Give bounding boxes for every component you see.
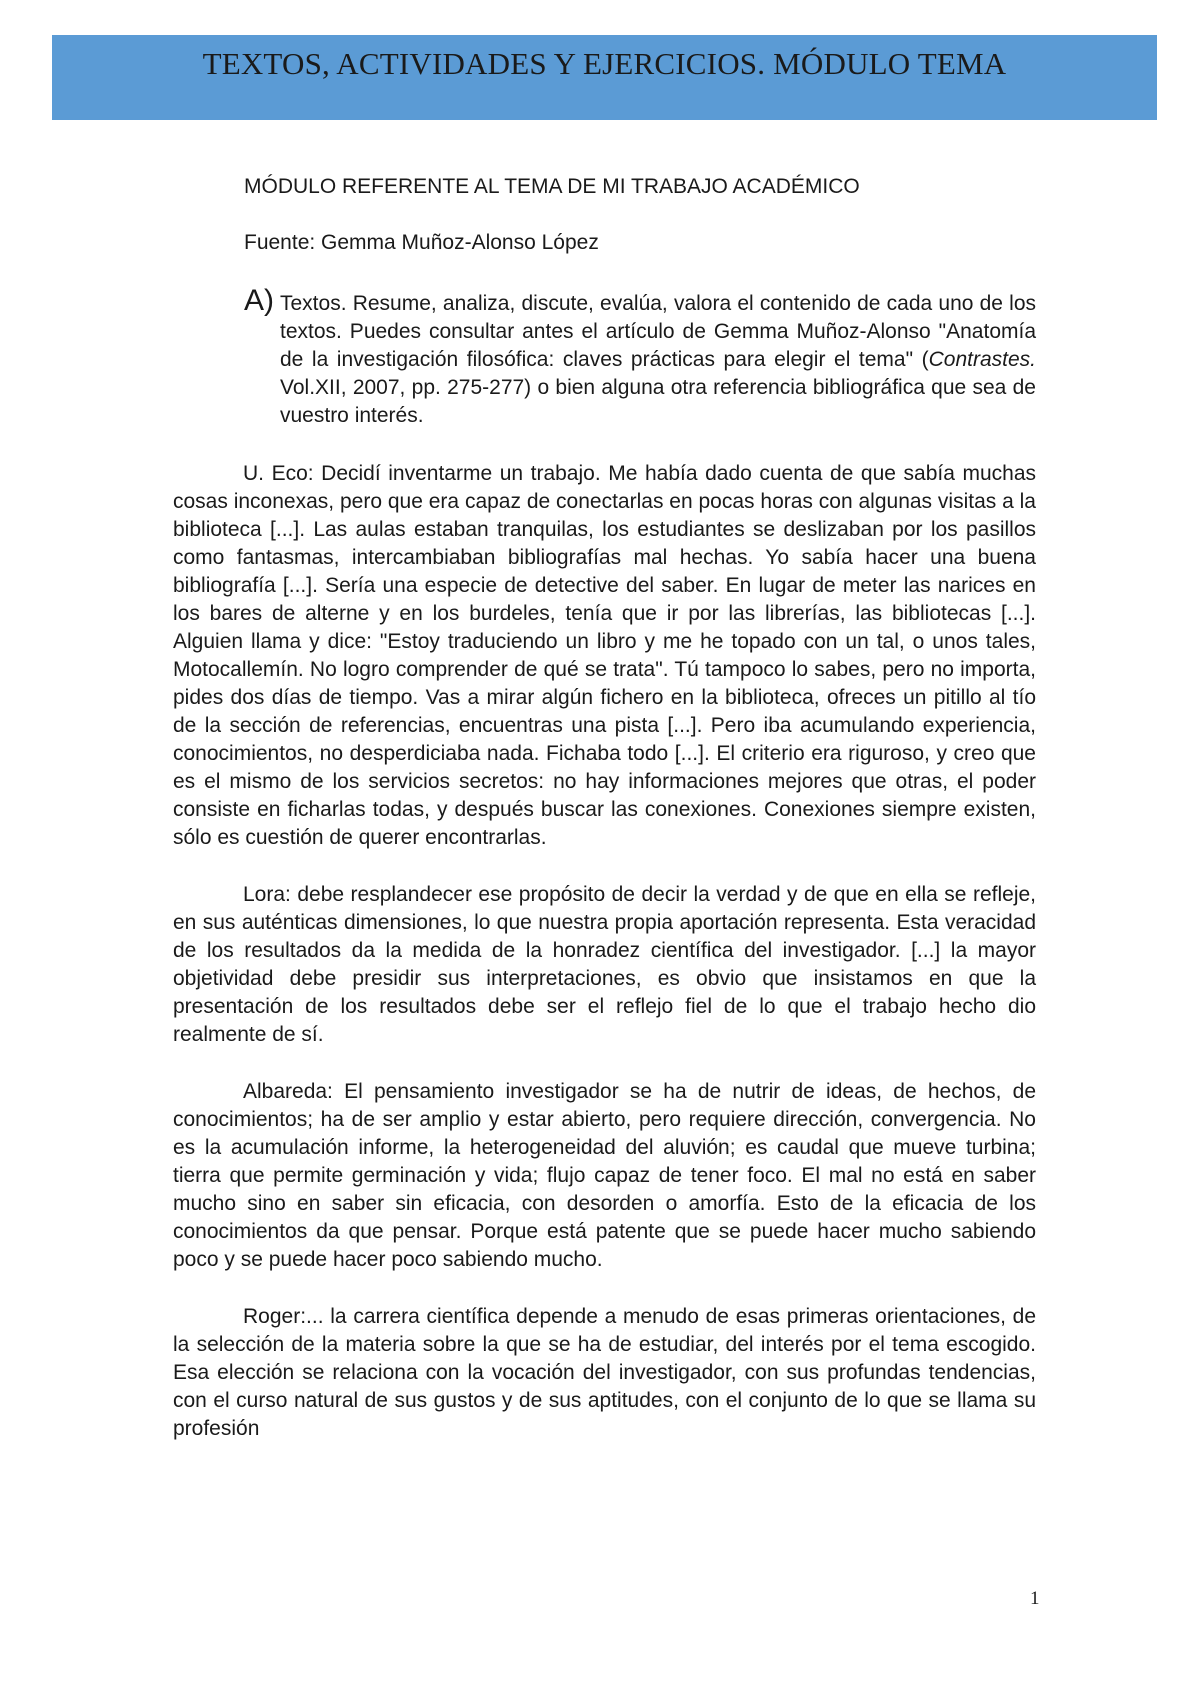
page-number: 1	[1030, 1588, 1040, 1609]
journal-title: Contrastes.	[928, 348, 1036, 371]
section-a	[244, 284, 1036, 430]
quotes-body	[173, 460, 1036, 1472]
section-a-text-before: Textos. Resume, analiza, discute, evalúa, valora el contenido de cada uno de los textos. Puedes consultar antes el artículo de Gemma Muñoz-Alonso "Anatomía de la investigación filosófica: claves prácticas para elegir el tema" (	[280, 292, 1036, 371]
section-a-marker: A)	[244, 284, 274, 317]
source-line: Fuente: Gemma Muñoz-Alonso López	[244, 231, 599, 254]
section-a-text-after: Vol.XII, 2007, pp. 275-277) o bien alguna otra referencia bibliográfica que sea de vuestro interés.	[280, 376, 1036, 427]
quote-paragraph-albareda: Albareda: El pensamiento investigador se ha de nutrir de ideas, de hechos, de conocimientos; ha de ser amplio y estar abierto, pero requiere dirección, convergencia. No es la acumulación informe, la heterogeneidad del aluvión; es caudal que mueve turbina; tierra que permite germinación y vida; flujo capaz de tener foco. El mal no está en saber mucho sino en saber sin eficacia, con desorden o amorfía. Esto de la eficacia de los conocimientos da que pensar. Porque está patente que se puede hacer mucho sabiendo poco y se puede hacer poco sabiendo mucho.	[173, 1080, 1036, 1271]
quote-paragraph-lora: Lora: debe resplandecer ese propósito de decir la verdad y de que en ella se refleje, en sus auténticas dimensiones, lo que nuestra propia aportación representa. Esta veracidad de los resultados da la medida de la honradez científica del investigador. [...] la mayor objetividad debe presidir sus interpretaciones, es obvio que insistamos en que la presentación de los resultados debe ser el reflejo fiel de lo que el trabajo hecho dio realmente de sí.	[173, 883, 1036, 1046]
quote-paragraph-roger: Roger:... la carrera científica depende a menudo de esas primeras orientaciones, de la selección de la materia sobre la que se ha de estudiar, del interés por el tema escogido. Esa elección se relaciona con la vocación del investigador, con sus profundas tendencias, con el curso natural de sus gustos y de sus aptitudes, con el conjunto de lo que se llama su profesión	[173, 1305, 1036, 1440]
quote-paragraph-eco: U. Eco: Decidí inventarme un trabajo. Me había dado cuenta de que sabía muchas cosas inconexas, pero que era capaz de conectarlas en pocas horas con algunas visitas a la biblioteca [...]. Las aulas estaban tranquilas, los estudiantes se deslizaban por los pasillos como fantasmas, intercambiaban bibliografías mal hechas. Yo sabía hacer una buena bibliografía [...]. Sería una especie de detective del saber. En lugar de meter las narices en los bares de alterne y en los burdeles, tenía que ir por las librerías, las bibliotecas [...]. Alguien llama y dice: "Estoy traduciendo un libro y me he topado con un tal, o unos tales, Motocallemín. No logro comprender de qué se trata". Tú tampoco lo sabes, pero no importa, pides dos días de tiempo. Vas a mirar algún fichero en la biblioteca, ofreces un pitillo al tío de la sección de referencias, encuentras una pista [...]. Pero iba acumulando experiencia, conocimientos, no desperdiciaba nada. Fichaba todo [...]. El criterio era riguroso, y creo que es el mismo de los servicios secretos: no hay informaciones mejores que otras, el poder consiste en ficharlas todas, y después buscar las conexiones. Conexiones siempre existen, sólo es cuestión de querer encontrarlas.	[173, 462, 1036, 849]
module-title: MÓDULO REFERENTE AL TEMA DE MI TRABAJO ACADÉMICO	[244, 175, 860, 198]
header-banner	[52, 35, 1157, 120]
section-a-instructions	[280, 290, 1036, 430]
document-header-title: TEXTOS, ACTIVIDADES Y EJERCICIOS. MÓDULO TEMA	[202, 46, 1007, 81]
